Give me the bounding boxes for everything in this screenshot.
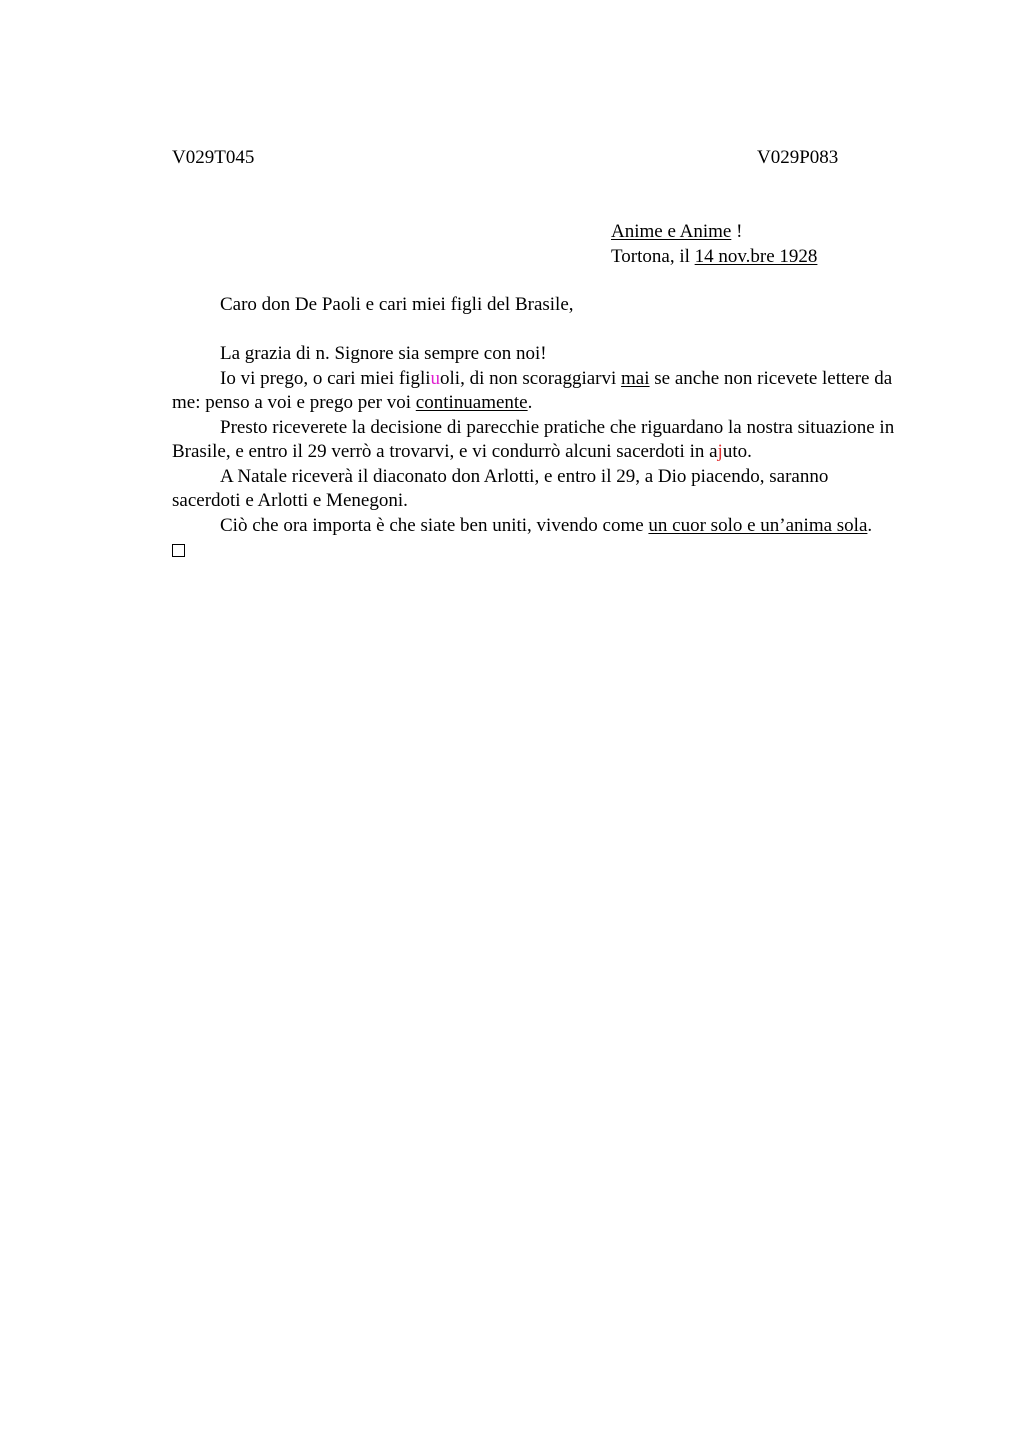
paragraph-unity-text: . xyxy=(867,514,873,536)
underlined-word: mai xyxy=(621,367,650,389)
paragraph-plea-text: se anche non ricevete lettere da me: penso a voi e prego per voi xyxy=(172,367,893,413)
highlighted-letter: u xyxy=(430,367,441,389)
paragraph-greeting: La grazia di n. Signore sia sempre con noi! xyxy=(220,343,547,364)
paragraph-plea xyxy=(172,367,896,416)
letter-title: Anime e Anime xyxy=(611,221,732,242)
paragraph-ordination: A Natale riceverà il diaconato don Arlotti, e entro il 29, a Dio piacendo, saranno sacerdoti e Arlotti e Menegoni. xyxy=(172,465,829,511)
letter-date: 14 nov.bre 1928 xyxy=(694,245,818,267)
right-reference-code: V029P083 xyxy=(757,147,839,168)
paragraph-plea-text: oli, di non scoraggiarvi xyxy=(440,367,622,389)
letter-body xyxy=(172,342,896,557)
paragraph-news-text: Presto riceverete la decisione di parecchie pratiche che riguardano la nostra situazione in Brasile, e entro il 29 verrò a trovarvi, e vi condurrò alcuni sacerdoti in a xyxy=(172,416,895,462)
letter-heading xyxy=(611,220,817,269)
letter-date-line xyxy=(611,245,817,270)
paragraph-unity-text: Ciò che ora importa è che siate ben uniti, vivendo come xyxy=(220,514,649,536)
letter-title-suffix: ! xyxy=(731,221,743,242)
paragraph-unity xyxy=(172,514,896,539)
square-outline-icon xyxy=(172,544,185,557)
salutation: Caro don De Paoli e cari miei figli del Brasile, xyxy=(220,294,574,315)
underlined-word: continuamente xyxy=(415,392,528,413)
paragraph-plea-text: . xyxy=(527,392,533,413)
letter-title-line xyxy=(611,220,817,245)
paragraph-news xyxy=(172,416,896,465)
left-reference-code: V029T045 xyxy=(172,147,255,168)
letter-place: Tortona, il xyxy=(611,245,695,267)
underlined-phrase: un cuor solo e un’anima sola xyxy=(648,514,868,536)
highlighted-letter: j xyxy=(717,441,723,462)
paragraph-plea-text: Io vi prego, o cari miei figli xyxy=(220,367,431,389)
paragraph-news-text: uto. xyxy=(722,441,752,462)
